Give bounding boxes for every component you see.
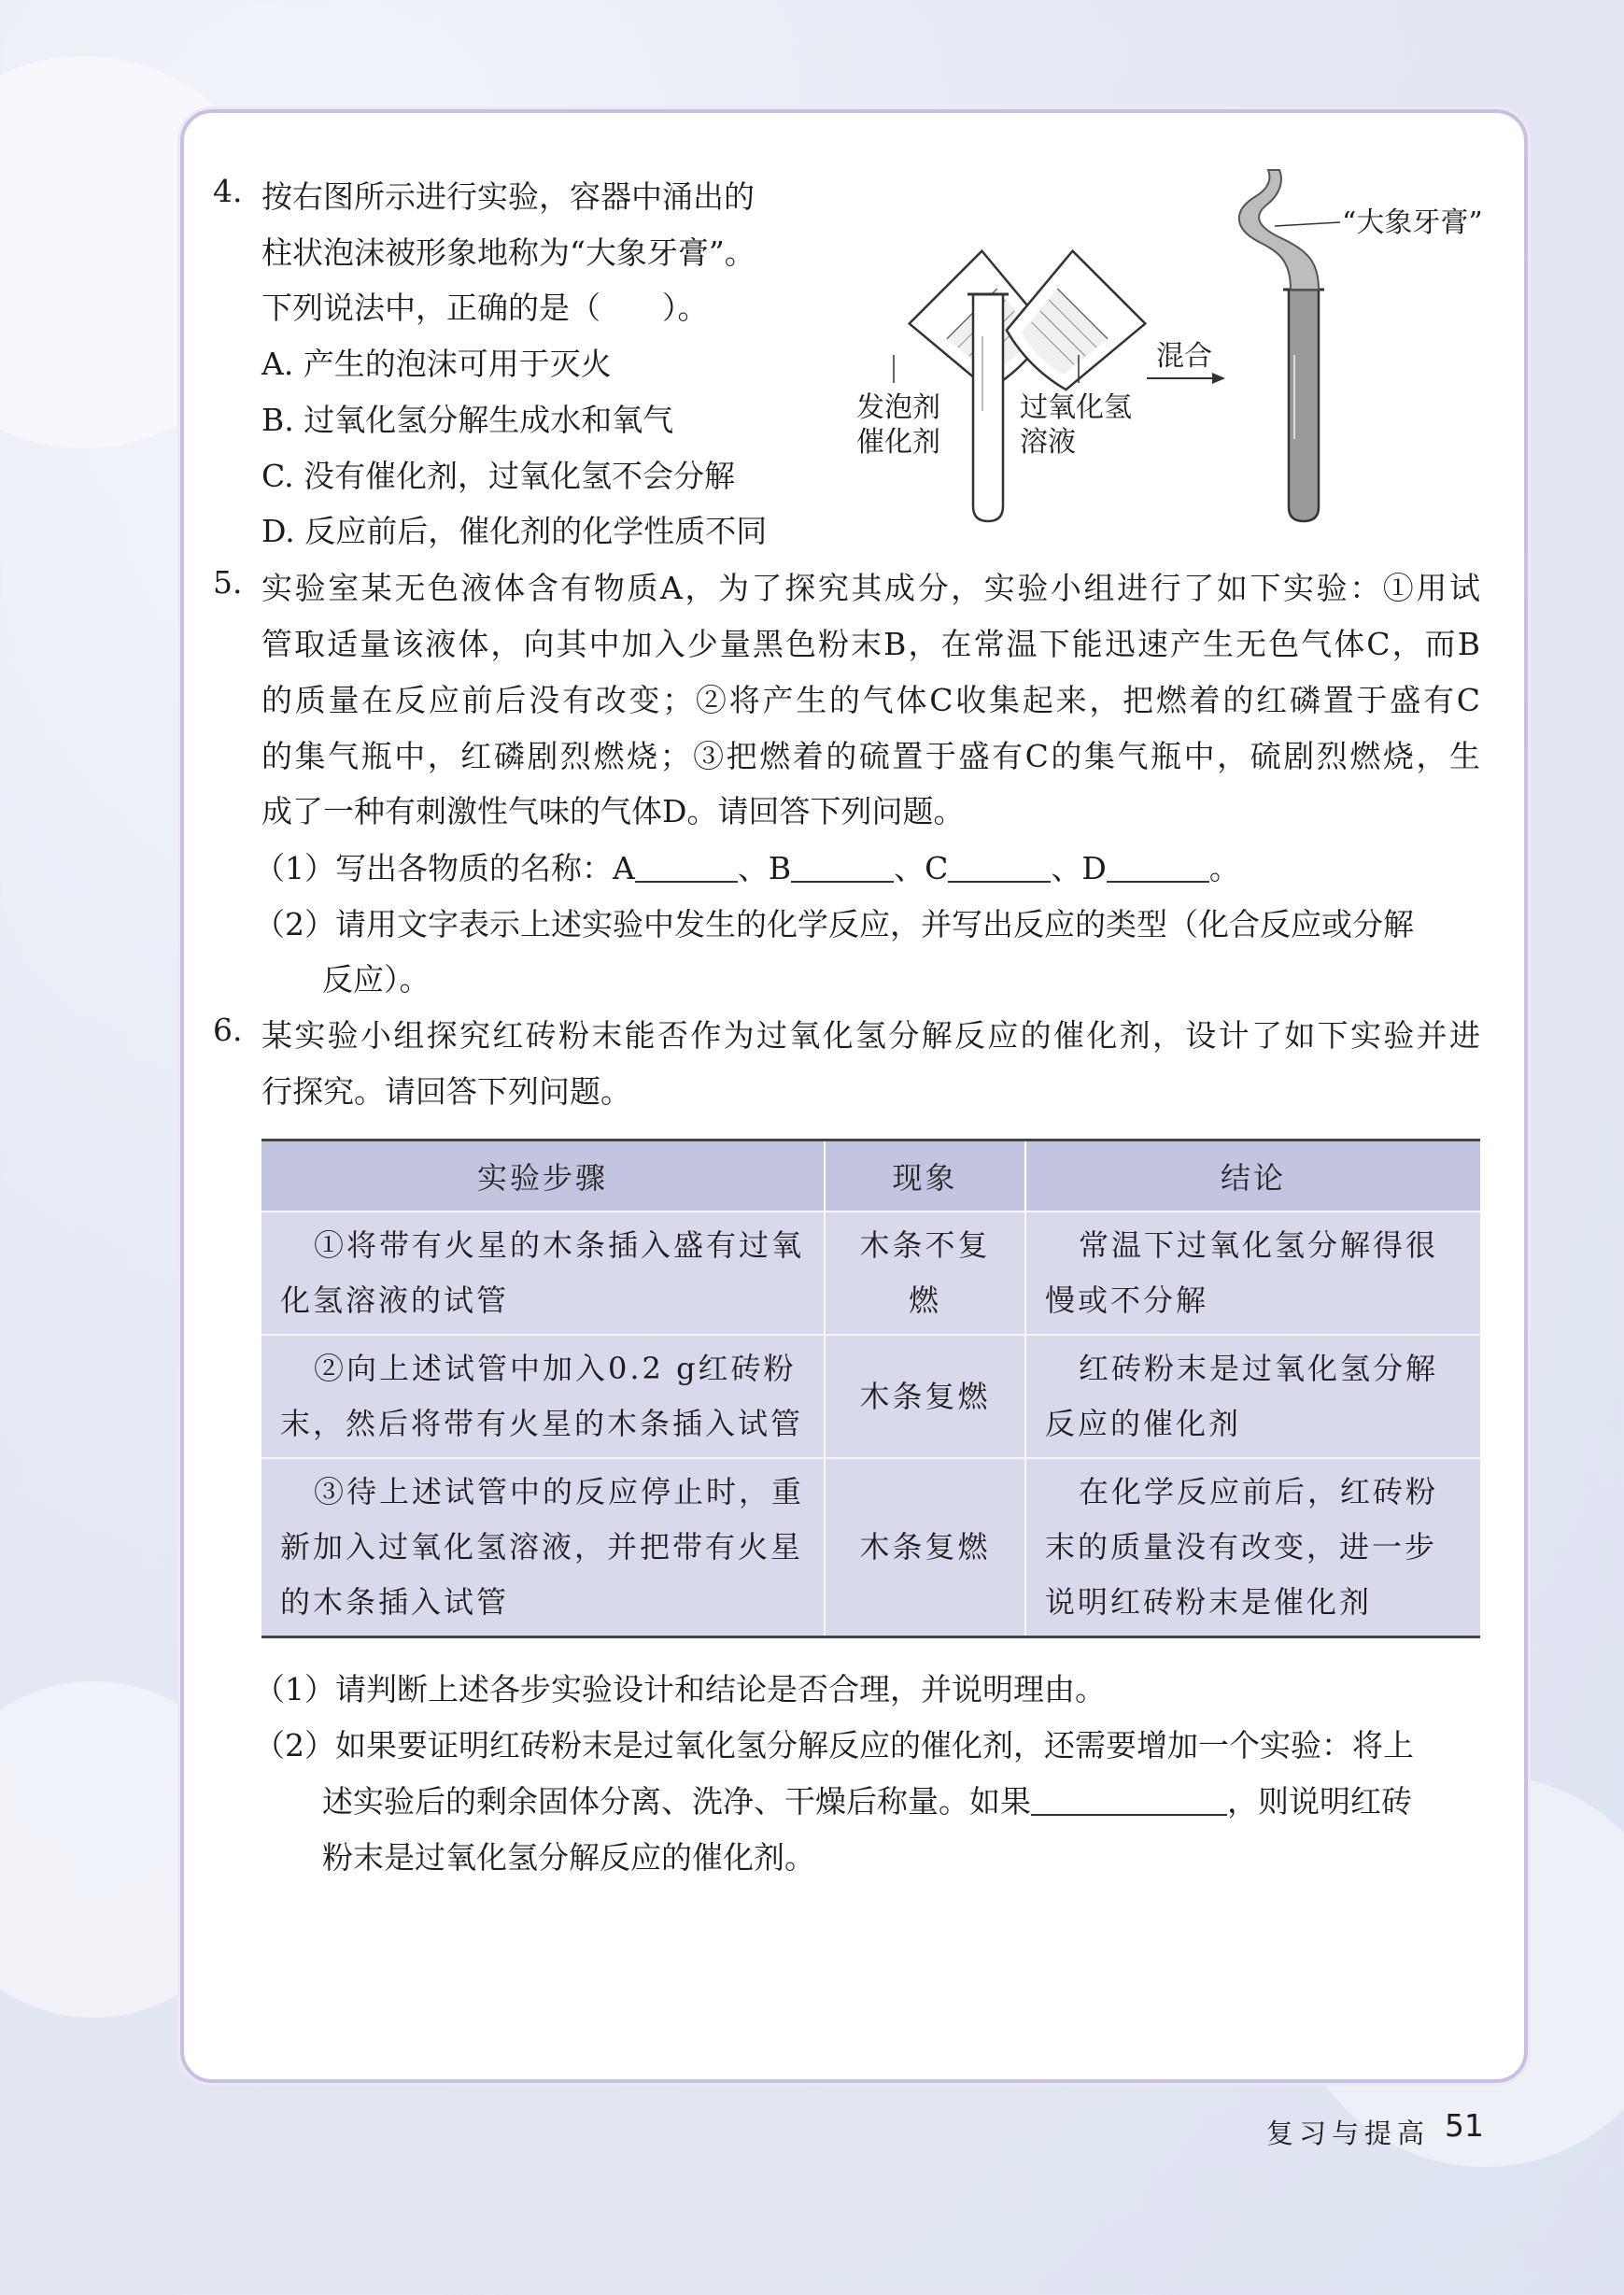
header-phenomenon: 现象	[825, 1140, 1025, 1212]
sub2-line2-a: 述实验后的剩余固体分离、洗净、干燥后称量。如果	[322, 1783, 1031, 1820]
sub1-b: 、B	[737, 850, 792, 886]
question-6-sub2-line3: 粉末是过氧化氢分解反应的催化剂。	[322, 1839, 815, 1876]
sub1-end: 。	[1208, 850, 1240, 886]
question-5-line: 的集气瓶中，红磷剧烈燃烧；③把燃着的硫置于盛有C的集气瓶中，硫剧烈燃烧，生	[261, 738, 1480, 774]
catalyst-label-line2: 催化剂	[856, 426, 940, 459]
question-5-sub1	[254, 844, 1240, 888]
question-5-line: 实验室某无色液体含有物质A，为了探究其成分，实验小组进行了如下实验：①用试	[261, 570, 1480, 606]
answer-blank-a[interactable]	[635, 853, 738, 883]
question-5-line: 的质量在反应前后没有改变；②将产生的气体C收集起来，把燃着的红磷置于盛有C	[261, 682, 1480, 718]
answer-blank-b[interactable]	[791, 853, 894, 883]
question-4-line: 下列说法中，正确的是（ ）。	[261, 290, 709, 326]
question-4-number: 4.	[213, 173, 243, 209]
question-4-line: 柱状泡沫被形象地称为“大象牙膏”。	[261, 234, 756, 271]
sub1-d: 、D	[1051, 850, 1107, 886]
question-5-line: 管取适量该液体，向其中加入少量黑色粉末B，在常温下能迅速产生无色气体C，而B	[261, 626, 1480, 662]
question-6-sub1: （1）请判断上述各步实验设计和结论是否合理，并说明理由。	[254, 1671, 1106, 1707]
sub1-prefix: （1）写出各物质的名称：A	[254, 850, 635, 886]
step-cell: ②向上述试管中加入0.2 g红砖粉末，然后将带有火星的木条插入试管	[261, 1335, 825, 1458]
option-c: C. 没有催化剂，过氧化氢不会分解	[261, 458, 736, 494]
answer-blank-condition[interactable]	[1031, 1786, 1227, 1816]
conclusion-cell: 在化学反应前后，红砖粉末的质量没有改变，进一步说明红砖粉末是催化剂	[1025, 1458, 1480, 1637]
phenomenon-cell: 木条不复燃	[825, 1211, 1025, 1335]
option-b: B. 过氧化氢分解生成水和氧气	[261, 402, 674, 438]
sub1-c: 、C	[894, 850, 949, 886]
option-d: D. 反应前后，催化剂的化学性质不同	[261, 513, 768, 549]
option-a: A. 产生的泡沫可用于灭火	[261, 346, 612, 382]
phenomenon-cell: 木条复燃	[825, 1335, 1025, 1458]
h2o2-label-line1: 过氧化氢	[1020, 391, 1132, 424]
step-cell: ①将带有火星的木条插入盛有过氧化氢溶液的试管	[261, 1211, 825, 1335]
conclusion-cell: 红砖粉末是过氧化氢分解反应的催化剂	[1025, 1335, 1480, 1458]
h2o2-label-line2: 溶液	[1020, 426, 1076, 459]
question-4-line: 按右图所示进行实验，容器中涌出的	[261, 178, 755, 215]
header-conclusion: 结论	[1025, 1140, 1480, 1212]
header-step: 实验步骤	[261, 1140, 825, 1212]
sub2-line2-b: ，则说明红砖	[1227, 1783, 1412, 1820]
phenomenon-cell: 木条复燃	[825, 1458, 1025, 1637]
question-6-line: 某实验小组探究红砖粉末能否作为过氧化氢分解反应的催化剂，设计了如下实验并进	[261, 1017, 1480, 1054]
mix-label: 混合	[1156, 340, 1212, 373]
question-5-sub2-line2: 反应）。	[322, 961, 431, 998]
foam-cylinder-icon	[1239, 170, 1324, 521]
question-6-line: 行探究。请回答下列问题。	[261, 1073, 631, 1110]
question-5-line: 成了一种有刺激性气味的气体D。请回答下列问题。	[261, 793, 965, 829]
table-row	[261, 1211, 1480, 1335]
question-6-sub2-line1: （2）如果要证明红砖粉末是过氧化氢分解反应的催化剂，还需要增加一个实验：将上	[254, 1727, 1414, 1764]
step-cell: ③待上述试管中的反应停止时，重新加入过氧化氢溶液，并把带有火星的木条插入试管	[261, 1458, 825, 1637]
foam-label: “大象牙膏”	[1342, 206, 1483, 239]
answer-blank-c[interactable]	[948, 853, 1051, 883]
page-number: 51	[1445, 2107, 1484, 2144]
question-5-sub2-line1: （2）请用文字表示上述实验中发生的化学反应，并写出反应的类型（化合反应或分解	[254, 906, 1414, 942]
test-tube-icon	[967, 294, 1009, 521]
catalyst-label-line1: 发泡剂	[856, 391, 940, 424]
conclusion-cell: 常温下过氧化氢分解得很慢或不分解	[1025, 1211, 1480, 1335]
table-row	[261, 1458, 1480, 1637]
question-6-sub2-line2	[322, 1778, 1412, 1821]
table-header-row	[261, 1140, 1480, 1212]
section-title: 复习与提高	[1266, 2118, 1431, 2149]
experiment-table	[261, 1139, 1480, 1638]
answer-blank-d[interactable]	[1107, 853, 1209, 883]
table-row	[261, 1335, 1480, 1458]
hydrogen-peroxide-beaker-icon	[996, 251, 1146, 401]
question-5-number: 5.	[213, 564, 243, 601]
question-6-number: 6.	[213, 1012, 243, 1048]
